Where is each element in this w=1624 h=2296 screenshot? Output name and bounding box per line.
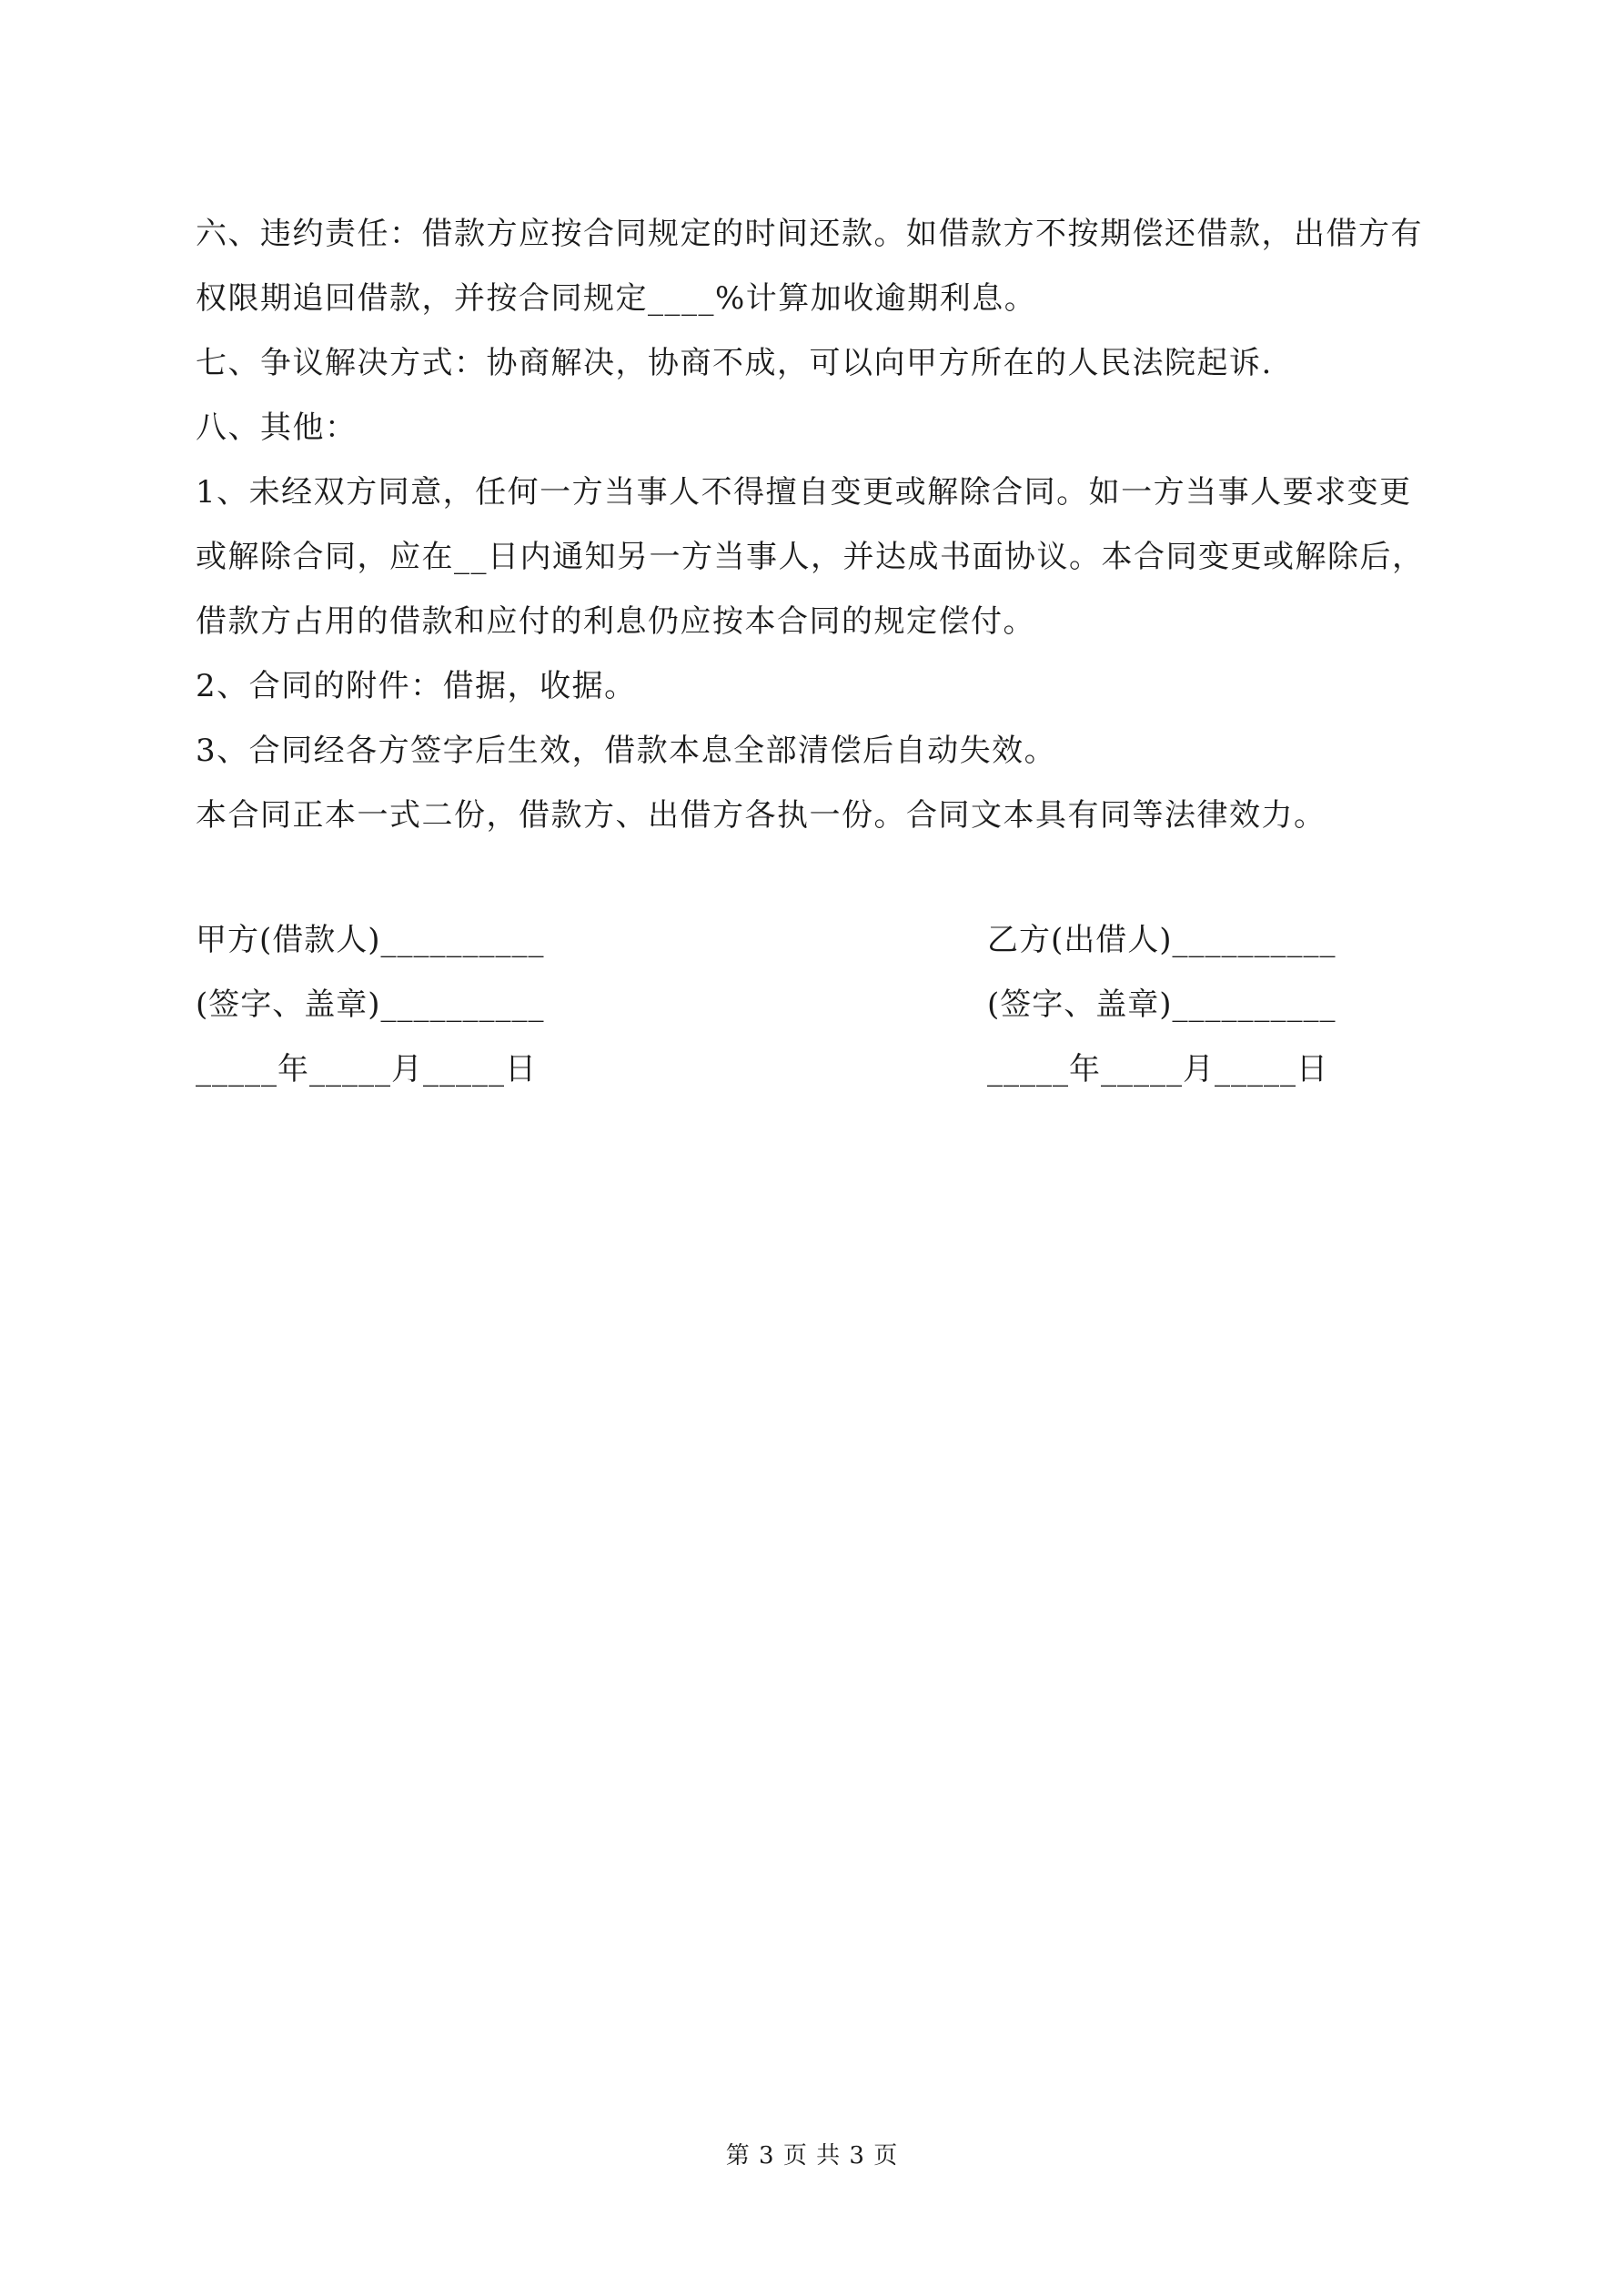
party-a-name-line: 甲方(借款人)__________ (196, 922, 545, 958)
party-b-date-line: _____年_____月_____日 (987, 1051, 1328, 1087)
clause-6-line-1: 六、违约责任：借款方应按合同规定的时间还款。如借款方不按期偿还借款，出借方有 (196, 216, 1423, 252)
clause-8-1-line-1: 1、未经双方同意，任何一方当事人不得擅自变更或解除合同。如一方当事人要求变更 (196, 474, 1412, 511)
clause-6-line-2: 权限期追回借款，并按合同规定____%计算加收逾期利息。 (196, 280, 1037, 317)
party-b-signature-block (987, 908, 1337, 1102)
party-b-name-line: 乙方(出借人)__________ (987, 922, 1337, 958)
clause-7: 七、争议解决方式：协商解决，协商不成，可以向甲方所在的人民法院起诉. (196, 345, 1273, 381)
copies-statement: 本合同正本一式二份，借款方、出借方各执一份。合同文本具有同等法律效力。 (196, 797, 1326, 834)
party-b-seal-line: (签字、盖章)__________ (987, 986, 1337, 1023)
clause-8-2: 2、合同的附件：借据，收据。 (196, 668, 637, 704)
clause-8-1-line-3: 借款方占用的借款和应付的利息仍应按本合同的规定偿付。 (196, 603, 1035, 640)
contract-body (196, 202, 1442, 848)
clause-8-3: 3、合同经各方签字后生效，借款本息全部清偿后自动失效。 (196, 733, 1057, 769)
clause-8-heading: 八、其他： (196, 410, 358, 446)
party-a-signature-block (196, 908, 545, 1102)
party-a-date-line: _____年_____月_____日 (196, 1051, 537, 1087)
page-number-footer: 第 3 页 共 3 页 (725, 2142, 899, 2170)
clause-8-1-line-2: 或解除合同，应在__日内通知另一方当事人，并达成书面协议。本合同变更或解除后， (196, 539, 1425, 575)
party-a-seal-line: (签字、盖章)__________ (196, 986, 545, 1023)
